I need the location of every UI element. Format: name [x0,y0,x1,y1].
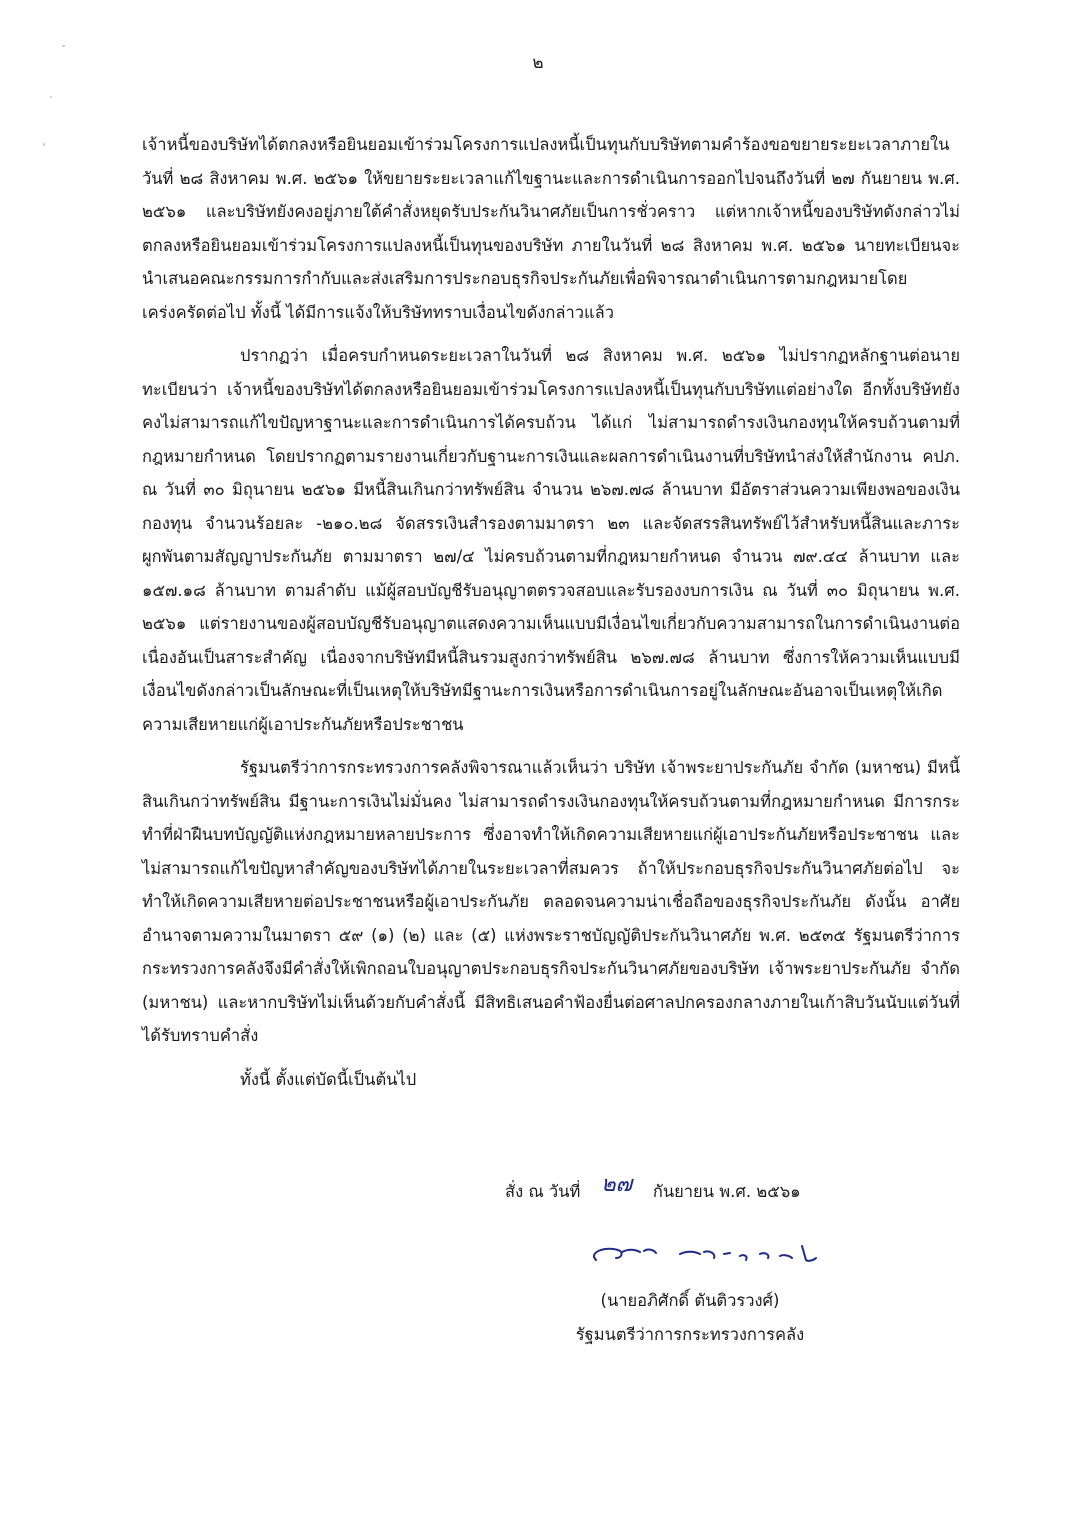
paragraph-findings: ปรากฏว่า เมื่อครบกำหนดระยะเวลาในวันที่ ๒๘ สิงหาคม พ.ศ. ๒๕๖๑ ไม่ปรากฏหลักฐานต่อนายทะเบียนว่า เจ้าหนี้ของบริษัทได้ตกลงหรือยินยอมเข้าร่วมโครงการแปลงหนี้เป็นทุนกับบริษัทแต่อย่างใด อีกทั้งบริษัทยังคงไม่สามารถแก้ไขปัญหาฐานะและการดำเนินการได้ครบถ้วน ได้แก่ ไม่สามารถดำรงเงินกองทุนให้ครบถ้วนตามที่กฎหมายกำหนด โดยปรากฏตามรายงานเกี่ยวกับฐานะการเงินและผลการดำเนินงานที่บริษัทนำส่งให้สำนักงาน คปภ. ณ วันที่ ๓๐ มิถุนายน ๒๕๖๑ มีหนี้สินเกินกว่าทรัพย์สิน จำนวน ๒๖๗.๗๘ ล้านบาท มีอัตราส่วนความเพียงพอของเงินกองทุน จำนวนร้อยละ -๒๑๐.๒๘ จัดสรรเงินสำรองตามมาตรา ๒๓ และจัดสรรสินทรัพย์ไว้สำหรับหนี้สินและภาระผูกพันตามสัญญาประกันภัย ตามมาตรา ๒๗/๔ ไม่ครบถ้วนตามที่กฎหมายกำหนด จำนวน ๗๙.๔๔ ล้านบาท และ ๑๕๗.๑๘ ล้านบาท ตามลำดับ แม้ผู้สอบบัญชีรับอนุญาตตรวจสอบและรับรองงบการเงิน ณ วันที่ ๓๐ มิถุนายน พ.ศ. ๒๕๖๑ แต่รายงานของผู้สอบบัญชีรับอนุญาตแสดงความเห็นแบบมีเงื่อนไขเกี่ยวกับความสามารถในการดำเนินงานต่อเนื่องอันเป็นสาระสำคัญ เนื่องจากบริษัทมีหนี้สินรวมสูงกว่าทรัพย์สิน ๒๖๗.๗๘ ล้านบาท ซึ่งการให้ความเห็นแบบมีเงื่อนไขดังกล่าวเป็นลักษณะที่เป็นเหตุให้บริษัทมีฐานะการเงินหรือการดำเนินการอยู่ในลักษณะอันอาจเป็นเหตุให้เกิดความเสียหายแก่ผู้เอาประกันภัยหรือประชาชน [142,346,960,734]
order-date-prefix: สั่ง ณ วันที่ [505,1182,581,1201]
paragraph-effective-clause: ทั้งนี้ ตั้งแต่บัดนี้เป็นต้นไป [240,1069,417,1089]
scan-speck [43,143,45,146]
signer-title: รัฐมนตรีว่าการกระทรวงการคลัง [575,1325,805,1344]
scan-speck [50,96,52,98]
order-date-month-year: กันยายน พ.ศ. ๒๕๖๑ [652,1182,801,1201]
page-number: ๒ [532,53,544,73]
signature [584,1238,824,1272]
paragraph-ministerial-decision: รัฐมนตรีว่าการกระทรวงการคลังพิจารณาแล้วเห็นว่า บริษัท เจ้าพระยาประกันภัย จำกัด (มหาชน) มีหนี้สินเกินกว่าทรัพย์สิน มีฐานะการเงินไม่มั่นคง ไม่สามารถดำรงเงินกองทุนให้ครบถ้วนตามที่กฎหมายกำหนด มีการกระทำที่ฝ่าฝืนบทบัญญัติแห่งกฎหมายหลายประการ ซึ่งอาจทำให้เกิดความเสียหายแก่ผู้เอาประกันภัยหรือประชาชน และไม่สามารถแก้ไขปัญหาสำคัญของบริษัทได้ภายในระยะเวลาที่สมควร ถ้าให้ประกอบธุรกิจประกันวินาศภัยต่อไป จะทำให้เกิดความเสียหายต่อประชาชนหรือผู้เอาประกันภัย ตลอดจนความน่าเชื่อถือของธุรกิจประกันภัย ดังนั้น อาศัยอำนาจตามความในมาตรา ๕๙ (๑) (๒) และ (๕) แห่งพระราชบัญญัติประกันวินาศภัย พ.ศ. ๒๕๓๕ รัฐมนตรีว่าการกระทรวงการคลังจึงมีคำสั่งให้เพิกถอนใบอนุญาตประกอบธุรกิจประกันวินาศภัยของบริษัท เจ้าพระยาประกันภัย จำกัด (มหาชน) และหากบริษัทไม่เห็นด้วยกับคำสั่งนี้ มีสิทธิเสนอคำฟ้องยื่นต่อศาลปกครองกลางภายในเก้าสิบวันนับแต่วันที่ได้รับทราบคำสั่ง [142,758,960,1045]
order-date-day: ๒๗ [601,1172,633,1197]
paragraph-continuation: เจ้าหนี้ของบริษัทได้ตกลงหรือยินยอมเข้าร่วมโครงการแปลงหนี้เป็นทุนกับบริษัทตามคำร้องขอขยายระยะเวลาภายในวันที่ ๒๘ สิงหาคม พ.ศ. ๒๕๖๑ ให้ขยายระยะเวลาแก้ไขฐานะและการดำเนินการออกไปจนถึงวันที่ ๒๗ กันยายน พ.ศ. ๒๕๖๑ และบริษัทยังคงอยู่ภายใต้คำสั่งหยุดรับประกันวินาศภัยเป็นการชั่วคราว แต่หากเจ้าหนี้ของบริษัทดังกล่าวไม่ตกลงหรือยินยอมเข้าร่วมโครงการแปลงหนี้เป็นทุนของบริษัท ภายในวันที่ ๒๘ สิงหาคม พ.ศ. ๒๕๖๑ นายทะเบียนจะนำเสนอคณะกรรมการกำกับและส่งเสริมการประกอบธุรกิจประกันภัยเพื่อพิจารณาดำเนินการตามกฎหมายโดยเคร่งครัดต่อไป ทั้งนี้ ได้มีการแจ้งให้บริษัททราบเงื่อนไขดังกล่าวแล้ว [142,135,960,322]
scan-speck [62,45,65,47]
document-body [142,128,960,1096]
order-date-line [505,1172,801,1207]
signer-name: (นายอภิศักดิ์ ตันติวรวงศ์) [600,1291,780,1310]
